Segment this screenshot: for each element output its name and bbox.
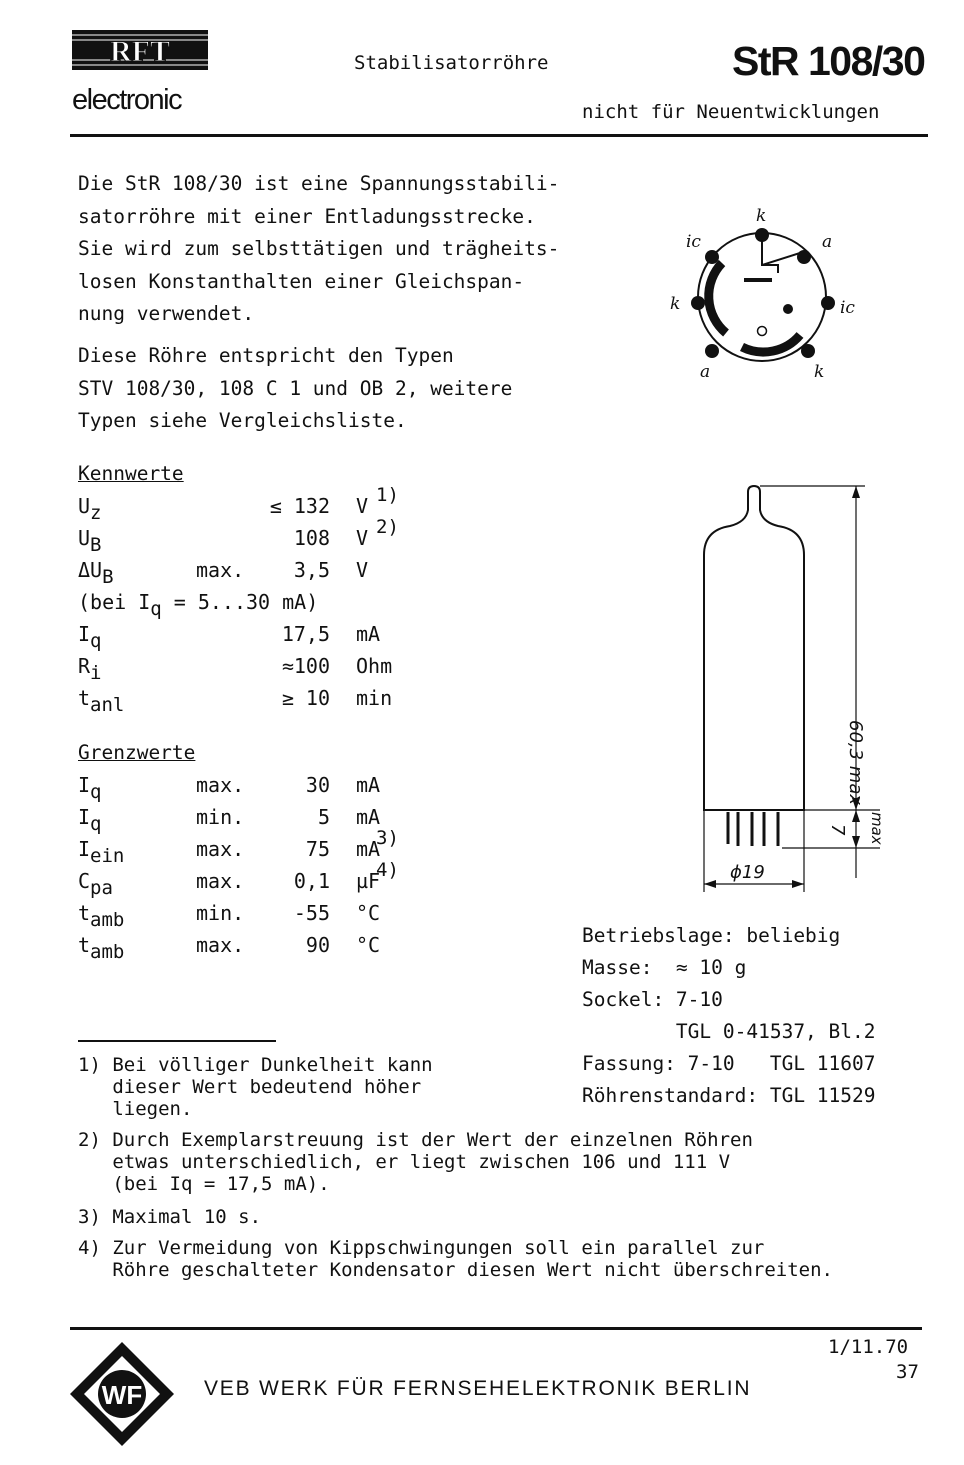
symbol-letter: I	[78, 837, 91, 861]
intro-line: Typen siehe Vergleichsliste.	[78, 409, 407, 432]
symbol-letter: t	[78, 686, 91, 710]
table-row	[0, 805, 440, 837]
issue-date: 1/11.70	[828, 1336, 909, 1358]
unit: mA	[356, 805, 381, 829]
table-row	[0, 827, 440, 869]
tube-code: StR 108/30	[732, 38, 925, 84]
footnote-ref: 4)	[376, 859, 399, 881]
footnote-3: 3) Maximal 10 s.	[78, 1206, 262, 1228]
height-dimension-label: 60,3 max	[845, 720, 866, 806]
symbol-subscript: amb	[90, 909, 125, 931]
table-row	[0, 686, 440, 718]
symbol-subscript: q	[90, 813, 102, 835]
kennwerte-title: Kennwerte	[78, 462, 184, 485]
footnote-1: 1) Bei völliger Dunkelheit kann dieser Wert bedeutend höher liegen.	[78, 1054, 433, 1120]
symbol-letter: U	[78, 526, 91, 550]
table-row	[0, 484, 440, 526]
symbol-subscript: z	[90, 502, 102, 524]
info-line: Röhrenstandard: TGL 11529	[582, 1084, 876, 1107]
limit-label: max.	[196, 869, 245, 893]
symbol	[78, 837, 125, 867]
value: 75	[305, 837, 330, 861]
symbol	[78, 805, 102, 835]
symbol	[78, 494, 102, 524]
pin-label-bottom-right: k	[814, 362, 825, 382]
company-name: VEB WERK FÜR FERNSEHELEKTRONIK BERLIN	[204, 1377, 752, 1400]
info-line: Betriebslage: beliebig	[582, 924, 841, 947]
table-row	[0, 622, 440, 654]
symbol	[78, 622, 102, 652]
value: 30	[305, 773, 330, 797]
symbol-subscript: B	[102, 566, 114, 588]
symbol	[78, 869, 113, 899]
table-row	[0, 516, 440, 558]
symbol-letter: t	[78, 901, 91, 925]
unit: mA	[356, 837, 381, 861]
intro-paragraph-2	[78, 340, 512, 438]
value: -55	[293, 901, 330, 925]
symbol-subscript: amb	[90, 941, 125, 963]
value: ≈100	[281, 654, 330, 678]
intro-line: STV 108/30, 108 C 1 und OB 2, weitere	[78, 376, 513, 400]
intro-line: Die StR 108/30 ist eine Spannungsstabili-	[78, 172, 560, 195]
intro-line: satorröhre mit einer Entladungsstrecke.	[78, 204, 536, 228]
footnote-ref: 2)	[376, 516, 399, 538]
status-note: nicht für Neuentwicklungen	[582, 101, 880, 123]
symbol-subscript: q	[90, 781, 102, 803]
symbol-letter: I	[78, 805, 91, 829]
header-rule	[70, 134, 928, 137]
unit: V	[356, 558, 369, 582]
symbol	[78, 526, 102, 556]
info-line: Masse: ≈ 10 g	[582, 956, 747, 979]
unit: °C	[356, 933, 381, 957]
table-row	[0, 859, 440, 901]
symbol-letter: (bei I	[78, 590, 151, 614]
limit-label: min.	[196, 901, 245, 925]
unit: Ohm	[356, 654, 393, 678]
symbol-letter: U	[78, 494, 91, 518]
unit: V	[356, 526, 369, 550]
symbol	[78, 654, 102, 684]
footnote-rule	[78, 1040, 276, 1042]
symbol-letter: t	[78, 933, 91, 957]
intro-paragraph-1	[78, 168, 559, 331]
symbol-subscript: q	[150, 598, 162, 620]
symbol-subscript: anl	[90, 694, 125, 716]
symbol-subscript: i	[90, 662, 102, 684]
grenzwerte-title: Grenzwerte	[78, 741, 196, 764]
diameter-label: ϕ19	[730, 862, 765, 883]
limit-label: max.	[196, 933, 245, 957]
condition-text: = 5...30 mA)	[161, 590, 319, 614]
value: 17,5	[281, 622, 330, 646]
symbol	[78, 773, 102, 803]
intro-line: losen Konstanthalten einer Gleichspan-	[78, 269, 525, 293]
table-row	[0, 558, 440, 590]
symbol-subscript: B	[90, 534, 102, 556]
table-row	[0, 773, 440, 805]
info-line: Fassung: 7-10 TGL 11607	[582, 1052, 876, 1075]
table-row	[0, 590, 440, 622]
footnote-2: 2) Durch Exemplarstreuung ist der Wert der einzelnen Röhren etwas unterschiedlich, er liegt zwischen 106 und 111 V (bei Iq = 17,5 mA).	[78, 1129, 753, 1195]
pin-label-top-left: ic	[686, 232, 701, 252]
symbol-letter: ΔU	[78, 558, 103, 582]
pin-label-left: k	[670, 294, 681, 314]
intro-line: Sie wird zum selbsttätigen und trägheits-	[78, 237, 560, 260]
value: 3,5	[293, 558, 330, 582]
intro-line: Diese Röhre entspricht den Typen	[78, 344, 454, 367]
symbol-subscript: q	[90, 630, 102, 652]
footnote-ref: 1)	[376, 484, 399, 506]
value: ≥ 10	[281, 686, 330, 710]
info-line: TGL 0-41537, Bl.2	[582, 1020, 876, 1043]
unit: min	[356, 686, 393, 710]
symbol-subscript: pa	[90, 877, 113, 899]
value: 5	[317, 805, 330, 829]
unit: °C	[356, 901, 381, 925]
symbol-letter: I	[78, 773, 91, 797]
footnote-4: 4) Zur Vermeidung von Kippschwingungen soll ein parallel zur Röhre geschalteter Kondensator diesen Wert nicht überschreiten.	[78, 1237, 833, 1281]
pin-label-top: k	[756, 206, 767, 226]
value: 108	[293, 526, 330, 550]
value: ≤ 132	[269, 494, 330, 518]
symbol-letter: R	[78, 654, 91, 678]
doc-title: Stabilisatorröhre	[354, 52, 549, 74]
unit: V	[356, 494, 369, 518]
unit: mA	[356, 622, 381, 646]
pin-label-top-right: a	[822, 232, 833, 252]
symbol-subscript: ein	[90, 845, 125, 867]
symbol	[78, 901, 125, 931]
rft-logo-lettering: RFT	[110, 35, 170, 68]
wf-logo-lettering: WF	[101, 1380, 143, 1410]
brand-name: electronic	[72, 84, 182, 116]
mechanical-info	[582, 920, 876, 1112]
symbol	[78, 590, 319, 620]
rft-logo	[72, 30, 208, 70]
pin-label-right: ic	[840, 298, 855, 318]
pin-label-bottom-left: a	[700, 362, 711, 382]
symbol	[78, 933, 125, 963]
value: 0,1	[293, 869, 330, 893]
wf-logo	[68, 1340, 176, 1448]
limit-label: max.	[196, 558, 245, 582]
limit-label: max.	[196, 837, 245, 861]
intro-line: nung verwendet.	[78, 302, 255, 325]
limit-label: min.	[196, 805, 245, 829]
symbol	[78, 558, 114, 588]
limit-label: max.	[196, 773, 245, 797]
page-number: 37	[896, 1361, 919, 1383]
info-line: Sockel: 7-10	[582, 988, 723, 1011]
table-row	[0, 901, 440, 933]
footnote-ref: 3)	[376, 827, 399, 849]
unit: µF	[356, 869, 381, 893]
pin-diagram	[660, 205, 870, 385]
pin-max-label: max	[868, 812, 886, 845]
table-row	[0, 654, 440, 686]
symbol-letter: I	[78, 622, 91, 646]
unit: mA	[356, 773, 381, 797]
table-row	[0, 933, 440, 965]
pin-length-label: 7	[827, 824, 848, 836]
symbol-letter: C	[78, 869, 91, 893]
tube-outline-drawing	[690, 480, 910, 900]
symbol	[78, 686, 125, 716]
value: 90	[305, 933, 330, 957]
footer-rule	[70, 1327, 922, 1330]
